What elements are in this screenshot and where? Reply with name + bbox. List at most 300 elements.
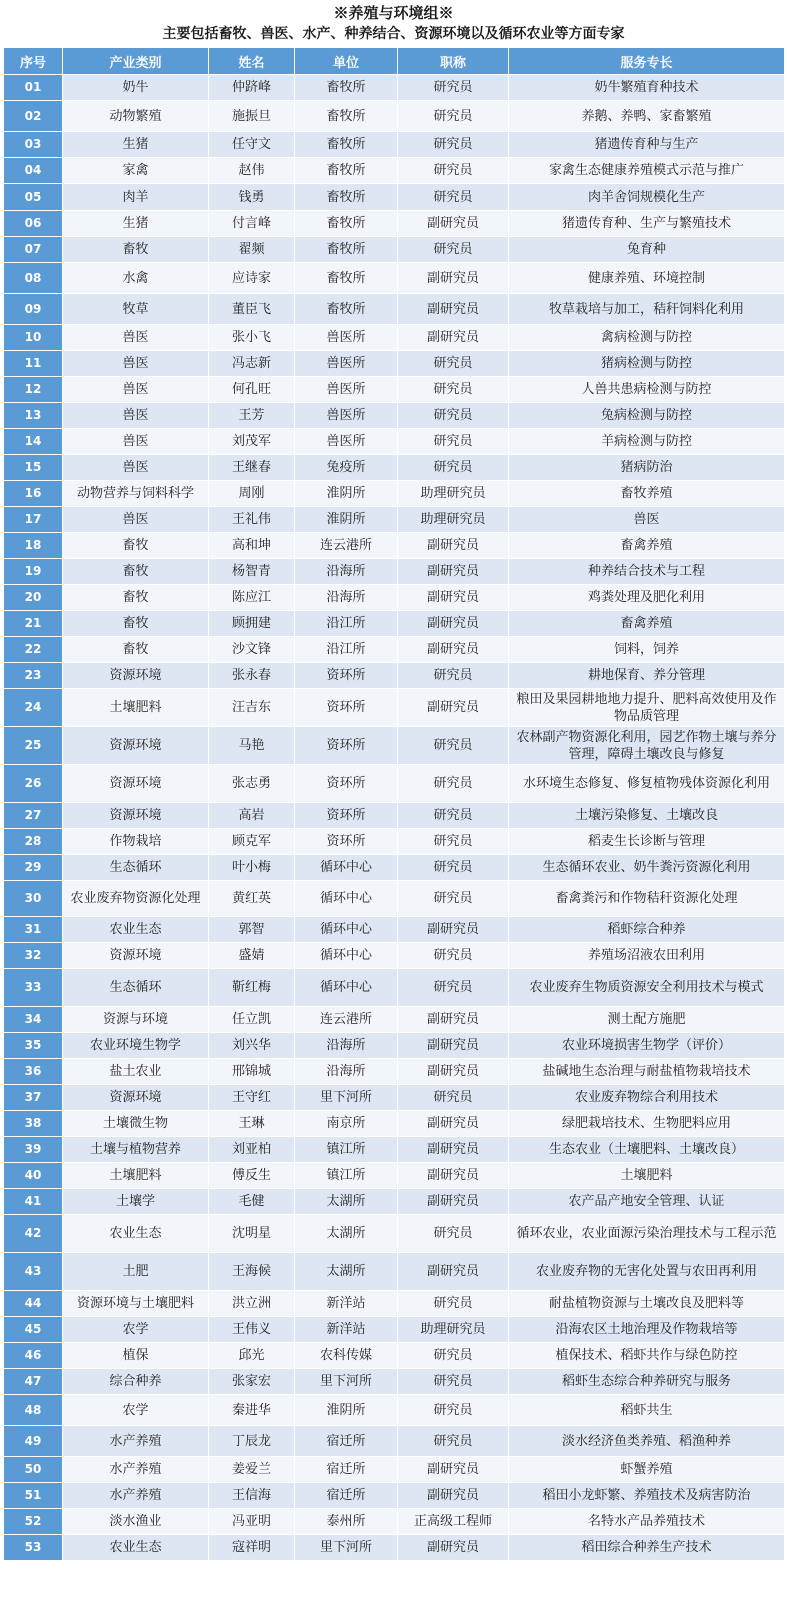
cell-unit: 兽医所 xyxy=(295,429,398,455)
cell-industry: 土壤肥料 xyxy=(63,1163,209,1189)
cell-expertise: 虾蟹养殖 xyxy=(509,1457,785,1483)
cell-expertise: 肉羊舍饲规模化生产 xyxy=(509,184,785,211)
cell-expertise: 名特水产品养殖技术 xyxy=(509,1509,785,1535)
cell-name: 施振旦 xyxy=(209,101,295,132)
cell-number: 12 xyxy=(4,377,63,403)
table-row xyxy=(4,1215,785,1253)
cell-name: 王礼伟 xyxy=(209,507,295,533)
cell-title: 副研究员 xyxy=(398,1535,509,1561)
cell-industry: 土壤与植物营养 xyxy=(63,1137,209,1163)
cell-unit: 淮阴所 xyxy=(295,507,398,533)
cell-number: 50 xyxy=(4,1457,63,1483)
cell-unit: 循环中心 xyxy=(295,969,398,1007)
cell-name: 王海候 xyxy=(209,1253,295,1291)
cell-title: 研究员 xyxy=(398,75,509,101)
cell-title: 副研究员 xyxy=(398,611,509,637)
cell-industry: 水产养殖 xyxy=(63,1457,209,1483)
cell-expertise: 禽病检测与防控 xyxy=(509,325,785,351)
cell-name: 傅反生 xyxy=(209,1163,295,1189)
table-row xyxy=(4,585,785,611)
header-unit: 单位 xyxy=(295,48,398,75)
cell-title: 副研究员 xyxy=(398,689,509,727)
cell-title: 助理研究员 xyxy=(398,481,509,507)
cell-title: 副研究员 xyxy=(398,1253,509,1291)
cell-expertise: 兔育种 xyxy=(509,237,785,263)
cell-unit: 太湖所 xyxy=(295,1215,398,1253)
cell-unit: 南京所 xyxy=(295,1111,398,1137)
table-row xyxy=(4,1059,785,1085)
cell-industry: 畜牧 xyxy=(63,533,209,559)
cell-title: 研究员 xyxy=(398,1291,509,1317)
cell-unit: 太湖所 xyxy=(295,1189,398,1215)
cell-title: 副研究员 xyxy=(398,325,509,351)
cell-number: 33 xyxy=(4,969,63,1007)
cell-title: 副研究员 xyxy=(398,637,509,663)
cell-industry: 农业生态 xyxy=(63,917,209,943)
cell-number: 30 xyxy=(4,881,63,917)
cell-unit: 新洋站 xyxy=(295,1291,398,1317)
cell-industry: 生态循环 xyxy=(63,855,209,881)
cell-name: 刘茂军 xyxy=(209,429,295,455)
cell-unit: 连云港所 xyxy=(295,1007,398,1033)
cell-unit: 镇江所 xyxy=(295,1137,398,1163)
cell-title: 副研究员 xyxy=(398,1059,509,1085)
cell-number: 35 xyxy=(4,1033,63,1059)
cell-title: 助理研究员 xyxy=(398,507,509,533)
cell-expertise: 猪病防治 xyxy=(509,455,785,481)
cell-number: 09 xyxy=(4,294,63,325)
cell-unit: 循环中心 xyxy=(295,943,398,969)
cell-number: 04 xyxy=(4,158,63,184)
cell-expertise: 农产品产地安全管理、认证 xyxy=(509,1189,785,1215)
table-row xyxy=(4,351,785,377)
cell-name: 邢锦城 xyxy=(209,1059,295,1085)
cell-name: 冯志新 xyxy=(209,351,295,377)
cell-unit: 农科传媒 xyxy=(295,1343,398,1369)
cell-expertise: 稻田小龙虾繁、养殖技术及病害防治 xyxy=(509,1483,785,1509)
cell-unit: 畜牧所 xyxy=(295,158,398,184)
cell-unit: 淮阴所 xyxy=(295,481,398,507)
cell-unit: 里下河所 xyxy=(295,1535,398,1561)
cell-number: 18 xyxy=(4,533,63,559)
cell-unit: 沿海所 xyxy=(295,585,398,611)
cell-name: 马艳 xyxy=(209,727,295,765)
cell-expertise: 耐盐植物资源与土壤改良及肥料等 xyxy=(509,1291,785,1317)
cell-expertise: 农业废弃物的无害化处置与农田再利用 xyxy=(509,1253,785,1291)
cell-name: 王伟义 xyxy=(209,1317,295,1343)
cell-number: 31 xyxy=(4,917,63,943)
cell-title: 研究员 xyxy=(398,132,509,158)
cell-title: 副研究员 xyxy=(398,533,509,559)
cell-name: 张小飞 xyxy=(209,325,295,351)
cell-name: 陈应江 xyxy=(209,585,295,611)
cell-title: 研究员 xyxy=(398,237,509,263)
cell-industry: 农业废弃物资源化处理 xyxy=(63,881,209,917)
table-row xyxy=(4,403,785,429)
cell-industry: 兽医 xyxy=(63,351,209,377)
cell-name: 张家宏 xyxy=(209,1369,295,1395)
cell-number: 45 xyxy=(4,1317,63,1343)
cell-title: 副研究员 xyxy=(398,559,509,585)
cell-industry: 土肥 xyxy=(63,1253,209,1291)
cell-expertise: 健康养殖、环境控制 xyxy=(509,263,785,294)
cell-number: 15 xyxy=(4,455,63,481)
cell-expertise: 植保技术、稻虾共作与绿色防控 xyxy=(509,1343,785,1369)
cell-title: 研究员 xyxy=(398,351,509,377)
cell-name: 董臣飞 xyxy=(209,294,295,325)
cell-name: 沙文锋 xyxy=(209,637,295,663)
cell-number: 27 xyxy=(4,803,63,829)
cell-unit: 沿海所 xyxy=(295,1059,398,1085)
cell-number: 25 xyxy=(4,727,63,765)
cell-industry: 动物营养与饲料科学 xyxy=(63,481,209,507)
cell-number: 05 xyxy=(4,184,63,211)
cell-number: 43 xyxy=(4,1253,63,1291)
table-row xyxy=(4,663,785,689)
cell-industry: 动物繁殖 xyxy=(63,101,209,132)
cell-name: 沈明星 xyxy=(209,1215,295,1253)
cell-unit: 泰州所 xyxy=(295,1509,398,1535)
table-row xyxy=(4,855,785,881)
cell-industry: 家禽 xyxy=(63,158,209,184)
cell-name: 赵伟 xyxy=(209,158,295,184)
cell-unit: 资环所 xyxy=(295,689,398,727)
cell-expertise: 生态循环农业、奶牛粪污资源化利用 xyxy=(509,855,785,881)
cell-title: 副研究员 xyxy=(398,917,509,943)
cell-title: 研究员 xyxy=(398,969,509,1007)
cell-expertise: 畜禽养殖 xyxy=(509,611,785,637)
cell-industry: 农学 xyxy=(63,1395,209,1426)
cell-number: 51 xyxy=(4,1483,63,1509)
table-row xyxy=(4,1111,785,1137)
cell-industry: 资源环境与土壤肥料 xyxy=(63,1291,209,1317)
table-row xyxy=(4,75,785,101)
table-row xyxy=(4,1535,785,1561)
cell-industry: 生猪 xyxy=(63,211,209,237)
cell-industry: 资源与环境 xyxy=(63,1007,209,1033)
cell-name: 寇祥明 xyxy=(209,1535,295,1561)
cell-name: 周刚 xyxy=(209,481,295,507)
cell-expertise: 家禽生态健康养殖模式示范与推广 xyxy=(509,158,785,184)
table-row xyxy=(4,559,785,585)
table-row xyxy=(4,1033,785,1059)
cell-unit: 镇江所 xyxy=(295,1163,398,1189)
cell-name: 洪立洲 xyxy=(209,1291,295,1317)
table-row xyxy=(4,325,785,351)
cell-expertise: 鸡粪处理及肥化利用 xyxy=(509,585,785,611)
cell-name: 刘兴华 xyxy=(209,1033,295,1059)
cell-title: 研究员 xyxy=(398,455,509,481)
cell-industry: 兽医 xyxy=(63,403,209,429)
cell-unit: 循环中心 xyxy=(295,881,398,917)
cell-industry: 水禽 xyxy=(63,263,209,294)
table-row xyxy=(4,1189,785,1215)
cell-number: 14 xyxy=(4,429,63,455)
cell-unit: 沿江所 xyxy=(295,637,398,663)
cell-title: 研究员 xyxy=(398,377,509,403)
cell-unit: 兽医所 xyxy=(295,325,398,351)
cell-number: 48 xyxy=(4,1395,63,1426)
table-row xyxy=(4,969,785,1007)
table-row xyxy=(4,917,785,943)
cell-title: 研究员 xyxy=(398,803,509,829)
cell-title: 研究员 xyxy=(398,943,509,969)
cell-title: 研究员 xyxy=(398,765,509,803)
cell-industry: 水产养殖 xyxy=(63,1426,209,1457)
cell-industry: 农业环境生物学 xyxy=(63,1033,209,1059)
cell-name: 张永春 xyxy=(209,663,295,689)
cell-number: 17 xyxy=(4,507,63,533)
cell-number: 16 xyxy=(4,481,63,507)
cell-expertise: 猪遗传育种、生产与繁殖技术 xyxy=(509,211,785,237)
cell-number: 37 xyxy=(4,1085,63,1111)
table-row xyxy=(4,689,785,727)
cell-industry: 兽医 xyxy=(63,377,209,403)
cell-unit: 资环所 xyxy=(295,727,398,765)
table-row xyxy=(4,727,785,765)
cell-number: 11 xyxy=(4,351,63,377)
cell-title: 副研究员 xyxy=(398,1137,509,1163)
cell-expertise: 畜禽养殖 xyxy=(509,533,785,559)
cell-unit: 兽医所 xyxy=(295,377,398,403)
cell-number: 23 xyxy=(4,663,63,689)
cell-industry: 畜牧 xyxy=(63,611,209,637)
cell-name: 毛健 xyxy=(209,1189,295,1215)
table-row xyxy=(4,481,785,507)
table-row xyxy=(4,1483,785,1509)
cell-name: 郭智 xyxy=(209,917,295,943)
cell-name: 高岩 xyxy=(209,803,295,829)
cell-name: 丁辰龙 xyxy=(209,1426,295,1457)
table-row xyxy=(4,1457,785,1483)
cell-expertise: 测土配方施肥 xyxy=(509,1007,785,1033)
cell-unit: 畜牧所 xyxy=(295,75,398,101)
cell-number: 36 xyxy=(4,1059,63,1085)
table-row xyxy=(4,829,785,855)
table-row xyxy=(4,132,785,158)
cell-industry: 兽医 xyxy=(63,455,209,481)
header-industry: 产业类别 xyxy=(63,48,209,75)
cell-unit: 宿迁所 xyxy=(295,1426,398,1457)
cell-title: 研究员 xyxy=(398,829,509,855)
cell-industry: 畜牧 xyxy=(63,559,209,585)
table-row xyxy=(4,101,785,132)
cell-industry: 兽医 xyxy=(63,325,209,351)
cell-industry: 生态循环 xyxy=(63,969,209,1007)
cell-unit: 淮阴所 xyxy=(295,1395,398,1426)
cell-expertise: 水环境生态修复、修复植物残体资源化利用 xyxy=(509,765,785,803)
header-expertise: 服务专长 xyxy=(509,48,785,75)
cell-number: 49 xyxy=(4,1426,63,1457)
cell-number: 07 xyxy=(4,237,63,263)
cell-unit: 里下河所 xyxy=(295,1369,398,1395)
cell-expertise: 农业废弃物综合利用技术 xyxy=(509,1085,785,1111)
cell-title: 副研究员 xyxy=(398,1007,509,1033)
cell-name: 王琳 xyxy=(209,1111,295,1137)
cell-number: 03 xyxy=(4,132,63,158)
cell-name: 钱勇 xyxy=(209,184,295,211)
cell-expertise: 人兽共患病检测与防控 xyxy=(509,377,785,403)
cell-name: 盛婧 xyxy=(209,943,295,969)
cell-title: 副研究员 xyxy=(398,1163,509,1189)
cell-name: 靳红梅 xyxy=(209,969,295,1007)
table-row xyxy=(4,429,785,455)
cell-industry: 资源环境 xyxy=(63,663,209,689)
page-heading xyxy=(0,0,787,47)
cell-number: 24 xyxy=(4,689,63,727)
cell-unit: 畜牧所 xyxy=(295,132,398,158)
cell-name: 仲跻峰 xyxy=(209,75,295,101)
cell-industry: 畜牧 xyxy=(63,237,209,263)
table-row xyxy=(4,1509,785,1535)
cell-title: 副研究员 xyxy=(398,211,509,237)
cell-number: 02 xyxy=(4,101,63,132)
table-row xyxy=(4,377,785,403)
cell-title: 副研究员 xyxy=(398,1483,509,1509)
cell-industry: 植保 xyxy=(63,1343,209,1369)
cell-unit: 资环所 xyxy=(295,765,398,803)
cell-expertise: 猪病检测与防控 xyxy=(509,351,785,377)
cell-title: 副研究员 xyxy=(398,263,509,294)
cell-number: 40 xyxy=(4,1163,63,1189)
cell-unit: 资环所 xyxy=(295,829,398,855)
cell-number: 26 xyxy=(4,765,63,803)
cell-number: 21 xyxy=(4,611,63,637)
cell-name: 张志勇 xyxy=(209,765,295,803)
cell-industry: 生猪 xyxy=(63,132,209,158)
table-row xyxy=(4,1085,785,1111)
cell-number: 47 xyxy=(4,1369,63,1395)
cell-number: 53 xyxy=(4,1535,63,1561)
cell-industry: 资源环境 xyxy=(63,943,209,969)
cell-number: 44 xyxy=(4,1291,63,1317)
cell-unit: 畜牧所 xyxy=(295,294,398,325)
cell-title: 副研究员 xyxy=(398,294,509,325)
cell-industry: 农学 xyxy=(63,1317,209,1343)
cell-number: 32 xyxy=(4,943,63,969)
cell-number: 29 xyxy=(4,855,63,881)
cell-expertise: 淡水经济鱼类养殖、稻渔种养 xyxy=(509,1426,785,1457)
table-row xyxy=(4,263,785,294)
table-row xyxy=(4,1369,785,1395)
cell-expertise: 粮田及果园耕地地力提升、肥料高效使用及作物品质管理 xyxy=(509,689,785,727)
table-header-row xyxy=(4,48,785,75)
cell-name: 王守红 xyxy=(209,1085,295,1111)
cell-number: 20 xyxy=(4,585,63,611)
table-row xyxy=(4,1395,785,1426)
cell-name: 高和坤 xyxy=(209,533,295,559)
cell-name: 冯亚明 xyxy=(209,1509,295,1535)
cell-industry: 资源环境 xyxy=(63,1085,209,1111)
cell-industry: 农业生态 xyxy=(63,1215,209,1253)
cell-title: 研究员 xyxy=(398,403,509,429)
cell-title: 研究员 xyxy=(398,1369,509,1395)
cell-title: 副研究员 xyxy=(398,585,509,611)
cell-name: 顾拥建 xyxy=(209,611,295,637)
cell-title: 研究员 xyxy=(398,881,509,917)
cell-unit: 资环所 xyxy=(295,803,398,829)
table-row xyxy=(4,765,785,803)
cell-unit: 宿迁所 xyxy=(295,1457,398,1483)
cell-name: 应诗家 xyxy=(209,263,295,294)
cell-number: 38 xyxy=(4,1111,63,1137)
cell-name: 王芳 xyxy=(209,403,295,429)
cell-number: 39 xyxy=(4,1137,63,1163)
cell-name: 叶小梅 xyxy=(209,855,295,881)
cell-name: 姜爱兰 xyxy=(209,1457,295,1483)
table-row xyxy=(4,507,785,533)
page-subtitle: 主要包括畜牧、兽医、水产、种养结合、资源环境以及循环农业等方面专家 xyxy=(162,26,625,42)
table-row xyxy=(4,1426,785,1457)
cell-industry: 作物栽培 xyxy=(63,829,209,855)
table-row xyxy=(4,1163,785,1189)
header-name: 姓名 xyxy=(209,48,295,75)
cell-title: 研究员 xyxy=(398,1395,509,1426)
cell-expertise: 畜牧养殖 xyxy=(509,481,785,507)
cell-expertise: 稻田综合种养生产技术 xyxy=(509,1535,785,1561)
cell-unit: 沿海所 xyxy=(295,1033,398,1059)
cell-expertise: 奶牛繁殖育种技术 xyxy=(509,75,785,101)
cell-title: 研究员 xyxy=(398,1085,509,1111)
cell-expertise: 稻虾共生 xyxy=(509,1395,785,1426)
cell-number: 22 xyxy=(4,637,63,663)
table-row xyxy=(4,211,785,237)
table-row xyxy=(4,803,785,829)
table-row xyxy=(4,1007,785,1033)
cell-expertise: 农业环境损害生物学（评价） xyxy=(509,1033,785,1059)
cell-title: 助理研究员 xyxy=(398,1317,509,1343)
cell-industry: 土壤微生物 xyxy=(63,1111,209,1137)
table-row xyxy=(4,184,785,211)
cell-title: 研究员 xyxy=(398,158,509,184)
cell-name: 王信海 xyxy=(209,1483,295,1509)
cell-title: 研究员 xyxy=(398,855,509,881)
cell-unit: 兽医所 xyxy=(295,403,398,429)
cell-number: 28 xyxy=(4,829,63,855)
table-row xyxy=(4,237,785,263)
table-row xyxy=(4,1253,785,1291)
header-number: 序号 xyxy=(4,48,63,75)
cell-industry: 肉羊 xyxy=(63,184,209,211)
cell-number: 42 xyxy=(4,1215,63,1253)
cell-number: 08 xyxy=(4,263,63,294)
cell-unit: 循环中心 xyxy=(295,917,398,943)
cell-industry: 畜牧 xyxy=(63,637,209,663)
cell-industry: 兽医 xyxy=(63,429,209,455)
cell-expertise: 羊病检测与防控 xyxy=(509,429,785,455)
cell-expertise: 兔病检测与防控 xyxy=(509,403,785,429)
cell-number: 52 xyxy=(4,1509,63,1535)
cell-unit: 沿海所 xyxy=(295,559,398,585)
cell-expertise: 养鹅、养鸭、家畜繁殖 xyxy=(509,101,785,132)
cell-expertise: 农业废弃生物质资源安全利用技术与模式 xyxy=(509,969,785,1007)
cell-industry: 畜牧 xyxy=(63,585,209,611)
table-row xyxy=(4,1291,785,1317)
cell-number: 06 xyxy=(4,211,63,237)
cell-expertise: 兽医 xyxy=(509,507,785,533)
cell-industry: 水产养殖 xyxy=(63,1483,209,1509)
cell-title: 研究员 xyxy=(398,1215,509,1253)
table-row xyxy=(4,533,785,559)
cell-expertise: 农林副产物资源化利用，园艺作物土壤与养分管理，障碍土壤改良与修复 xyxy=(509,727,785,765)
cell-number: 19 xyxy=(4,559,63,585)
cell-expertise: 稻虾生态综合种养研究与服务 xyxy=(509,1369,785,1395)
table-row xyxy=(4,943,785,969)
cell-expertise: 猪遗传育种与生产 xyxy=(509,132,785,158)
cell-title: 研究员 xyxy=(398,429,509,455)
cell-unit: 宿迁所 xyxy=(295,1483,398,1509)
cell-unit: 连云港所 xyxy=(295,533,398,559)
